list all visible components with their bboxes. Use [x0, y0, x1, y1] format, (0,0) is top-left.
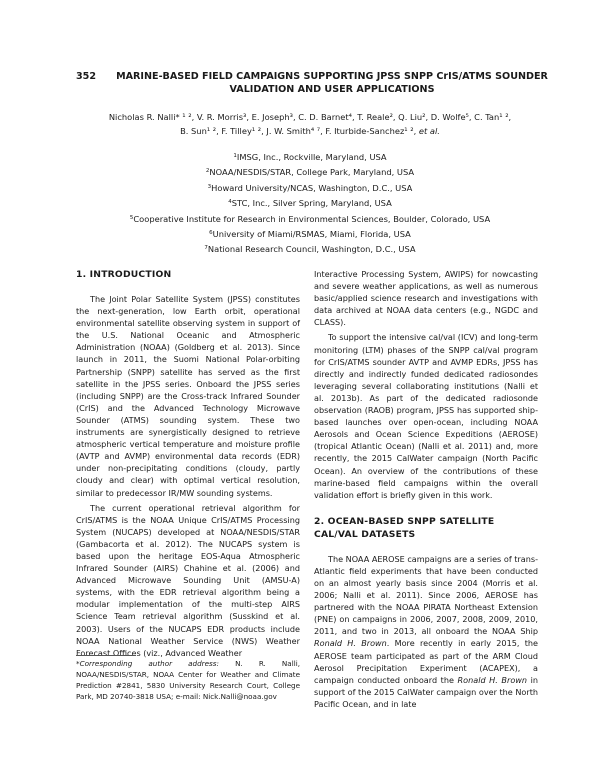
author-list: [60, 110, 560, 138]
paragraph: The Joint Polar Satellite System (JPSS) constitutes the next-generation, low Earth orbit, operational environmental satellite observing system in support of the U.S. National Oceanic and Atmospheric Administration (NOAA) (Goldberg et al. 2013). Since launch in 2011, the Suomi National Polar-orbiting Partnership (SNPP) satellite has served as the first satellite in the JPSS series. Onboard the JPSS series (including SNPP) are the Cross-track Infrared Sounder (CrIS) and the Advanced Technology Microwave Sounder (ATMS) sounding system. These two instruments are synergistically designed to retrieve atmospheric vertical temperature and moisture profile (AVTP and AVMP) environmental data records (EDR) under non-precipitating conditions (cloudy, partly cloudy and clear) with optimal vertical resolution, similar to predecessor IR/MW sounding systems.: [76, 294, 300, 498]
left-column: [76, 268, 300, 659]
affiliation: $^7$National Research Council, Washington, D.C., USA: [204, 244, 416, 255]
affiliation: $^1$IMSG, Inc., Rockville, Maryland, USA: [233, 152, 387, 162]
affiliation: $^5$Cooperative Institute for Research in Environmental Sciences, Boulder, Colorado, USA: [129, 213, 491, 224]
ship-name: Ronald H. Brown: [457, 674, 528, 685]
footnote-text: N. R. Nalli, NOAA/NESDIS/STAR, NOAA Center for Weather and Climate Prediction #2841, 5830 University Research Court, College Park, MD 20740-3818 USA; e-mail: Nick.Nalli@noaa.gov: [76, 659, 300, 701]
affiliation-list: [60, 150, 560, 258]
section-heading-ocean-datasets: 2. OCEAN-BASED SNPP SATELLITE CAL/VAL DATASETS: [314, 515, 495, 540]
paragraph: Interactive Processing System, AWIPS) for nowcasting and severe weather applications, as well as numerous basic/applied science research and investigations with data archived at NOAA data centers (e.g., NGDC and CLASS).: [314, 269, 538, 328]
author-et-al: et al.: [418, 126, 440, 136]
page-number: 352: [76, 71, 97, 82]
paragraph: To support the intensive cal/val (ICV) and long-term monitoring (LTM) phases of the SNPP cal/val program for CrIS/ATMS sounder AVTP and AVMP EDRs, JPSS has directly and indirectly funded dedicated radiosondes leveraging several collaborating institutions (Nalli et al. 2013b). As part of the dedicated radiosonde observation (RAOB) program, JPSS has supported ship-based launches over open-ocean, including NOAA Aerosols and Ocean Science Expeditions (AEROSE) (tropical Atlantic Ocean) (Nalli et al. 2011) and, more recently, the 2015 CalWater campaign (North Pacific Ocean). An overview of the contributions of these marine-based field campaigns within the overall validation effort is briefly given in this work.: [314, 332, 538, 500]
author-line-2: [60, 124, 560, 138]
footnote: *Corresponding author address: N. R. Nalli, NOAA/NESDIS/STAR, NOAA Center for Weather and Climate Prediction #2841, 5830 University Research Court, College Park, MD 20740-3818 USA; e-mail: Nick.Nalli@noaa.gov: [76, 655, 300, 703]
paragraph: The current operational retrieval algorithm for CrIS/ATMS is the NOAA Unique CrIS/ATMS Processing System (NUCAPS) developed at NOAA/NESDIS/STAR (Gambacorta et al. 2012). The NUCAPS system is based upon the heritage EOS-Aqua Atmospheric Infrared Sounder (AIRS) Chahine et al. (2006) and Advanced Microwave Sounding Unit (AMSU-A) systems, with the EDR retrieval algorithm being a modular implementation of the multi-step AIRS Science Team retrieval algorithm (Susskind et al. 2003). Users of the NUCAPS EDR products include NOAA National Weather Service (NWS) Weather Forecast Offices (viz., Advanced Weather: [76, 502, 300, 658]
footnote-rule: [76, 655, 136, 656]
paper-title: MARINE-BASED FIELD CAMPAIGNS SUPPORTING JPSS SNPP CrIS/ATMS SOUNDER VALIDATION AND USER APPLICATIONS: [116, 71, 548, 95]
author-line-2-names: B. Sun¹ ², F. Tilley¹ ², J. W. Smith⁴ ⁷, F. Iturbide-Sanchez¹ ²,: [180, 126, 417, 136]
author-line-1: Nicholas R. Nalli* ¹ ², V. R. Morris³, E. Joseph³, C. D. Barnet⁴, T. Reale², Q. Liu², D. Wolfe⁵, C. Tan¹ ²,: [108, 112, 512, 122]
affiliation: $^3$Howard University/NCAS, Washington, D.C., USA: [207, 182, 413, 193]
affiliation: $^6$University of Miami/RSMAS, Miami, Florida, USA: [209, 229, 411, 240]
affiliation: $^2$NOAA/NESDIS/STAR, College Park, Maryland, USA: [205, 167, 415, 178]
section-heading-introduction: 1. INTRODUCTION: [76, 269, 172, 280]
paragraph: The NOAA AEROSE campaigns are a series of trans-Atlantic field experiments that have been conducted on an almost yearly basis since 2004 (Morris et al. 2006; Nalli et al. 2011). Since 2006, AEROSE has partnered with the NOAA PIRATA Northeast Extension (PNE) on campaigns in 2006, 2007, 2008, 2009, 2010, 2011, and two in 2013, all onboard the NOAA Ship Ronald H. Brown. More recently in early 2015, the AEROSE team participated as part of the ARM Cloud Aerosol Precipitation Experiment (ACAPEX), a campaign conducted onboard the Ronald H. Brown in support of the 2015 CalWater campaign over the North Pacific Ocean, and in late: [314, 553, 539, 709]
footnote-label: Corresponding author address:: [79, 659, 219, 668]
affiliation: $^4$STC, Inc., Silver Spring, Maryland, USA: [228, 198, 392, 209]
right-column: [314, 268, 538, 710]
ship-name: Ronald H. Brown: [314, 638, 387, 649]
